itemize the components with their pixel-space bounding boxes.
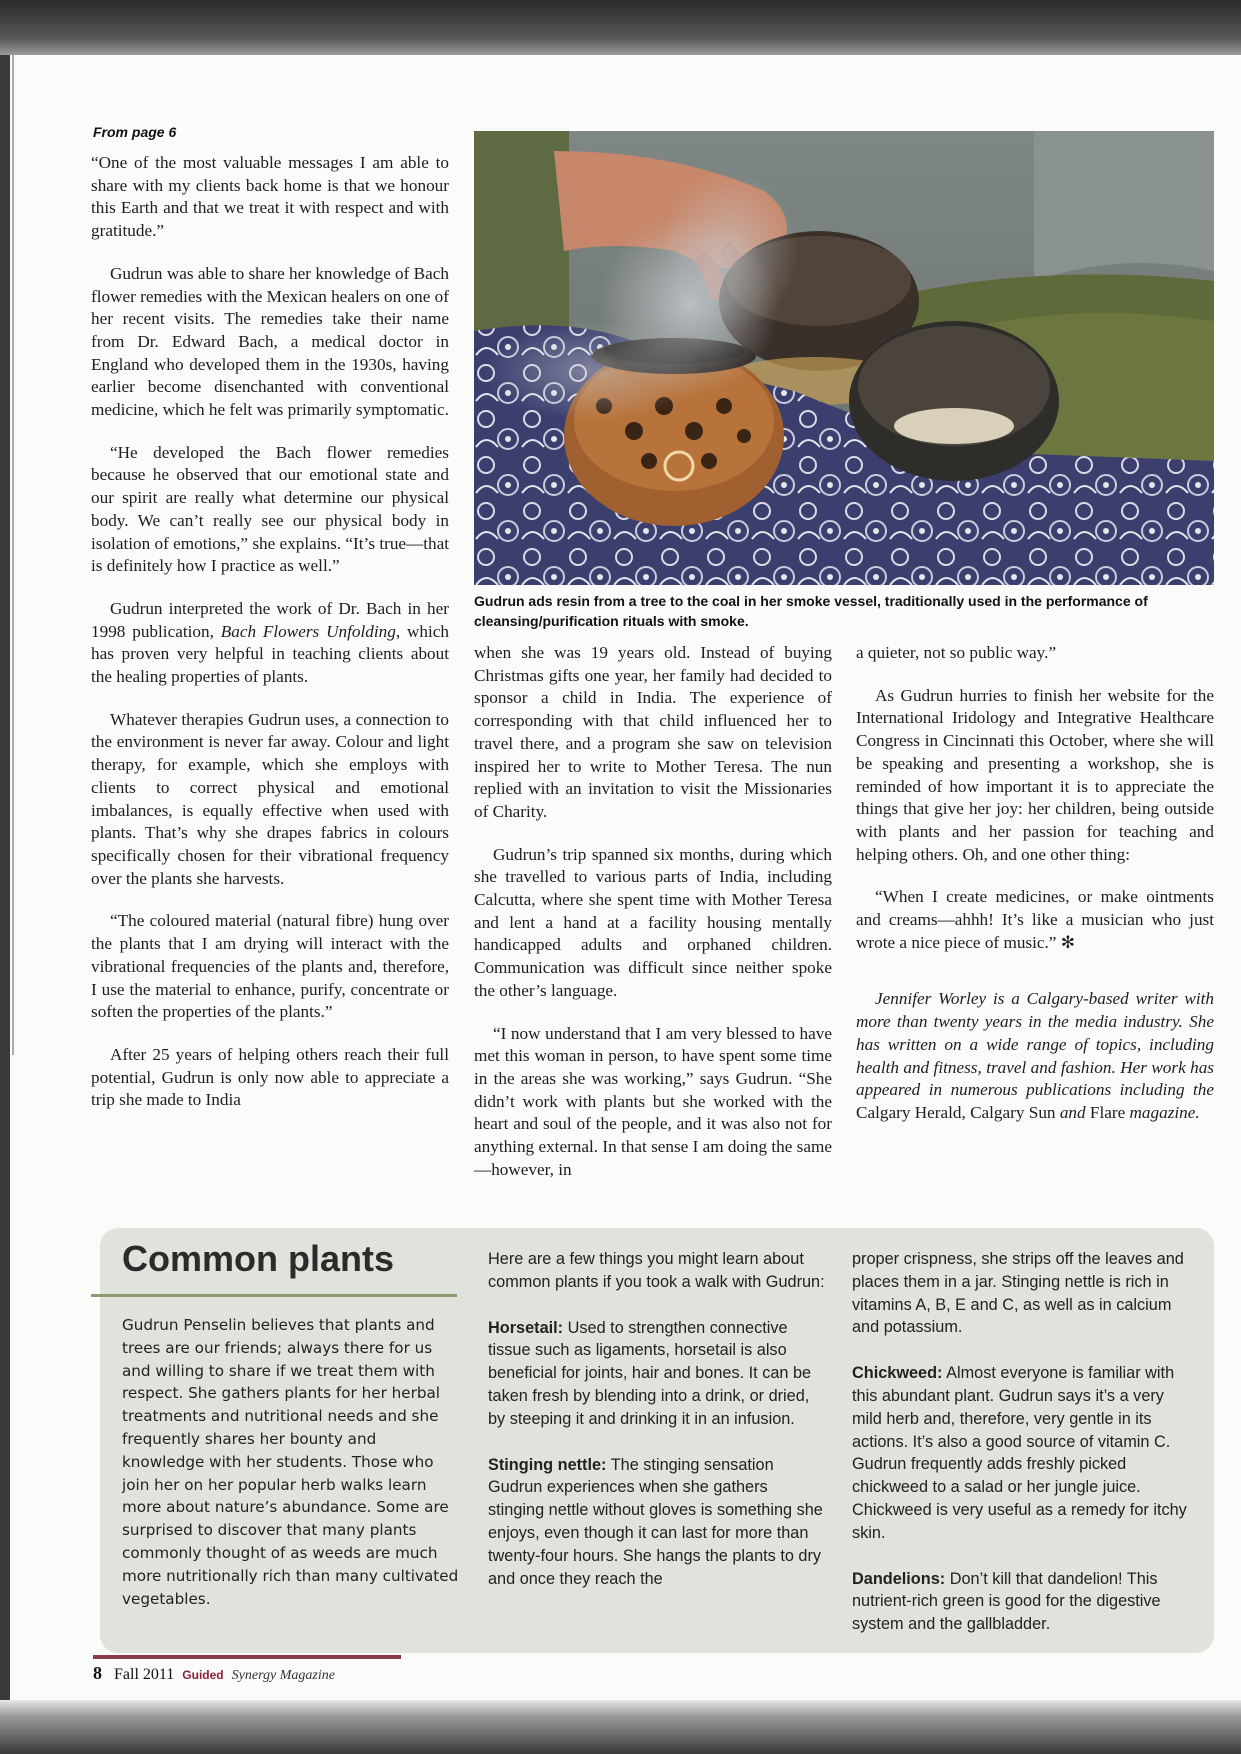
- paragraph: After 25 years of helping others reach their full potential, Gudrun is only now able to appreciate a trip she made to India: [91, 1044, 449, 1110]
- text-run: Gudrun interpreted the work of Dr. Bach in her 1998 publication,: [91, 598, 449, 641]
- plant-description: Don’t kill that dandelion! This nutrient-rich green is good for the digestive system and the gallbladder.: [852, 1569, 1161, 1634]
- paragraph: Gudrun was able to share her knowledge of Bach flower remedies with the Mexican healers on one of her recent visits. The remedies take their name from Dr. Edward Bach, a medical doctor in England who developed them in the 1930s, having earlier become disenchanted with conventional medicine, which he felt was primarily symptomatic.: [91, 263, 449, 420]
- paragraph: “He developed the Bach flower remedies because he observed that our emotional state and our spirit are really what determine our physical body. We can’t really see our physical body in isolation of emotions,” she explains. “It’s true—that is definitely how I practice as well.”: [91, 442, 449, 576]
- paragraph: “One of the most valuable messages I am able to share with my clients back home is that we honour this Earth and that we treat it with respect and with gratitude.”: [91, 153, 449, 241]
- scan-bottom-edge: [0, 1700, 1241, 1754]
- sidebar-column-3: [852, 1248, 1197, 1659]
- article-photo: [474, 131, 1214, 585]
- sidebar-intro: Gudrun Penselin believes that plants and trees are our friends; always there for us and willing to share if we treat them with respect. She gathers plants for her herbal treatments and nutritional needs and she frequently shares her bounty and knowledge with her students. Those who join her on her popular herb walks learn more about nature’s abundance. Some are surprised to discover that many plants commonly thought of as weeds are much more nutritionally rich than many cultivated vegetables.: [122, 1316, 459, 1608]
- article-column-3: [856, 642, 1214, 1145]
- plant-name: Stinging nettle:: [488, 1455, 607, 1474]
- photo-caption: Gudrun ads resin from a tree to the coal in her smoke vessel, traditionally used in the performance of cleansing/purification rituals with smoke.: [474, 593, 1148, 629]
- page-footer: [93, 1663, 335, 1684]
- publication-name: Calgary Sun: [970, 1102, 1056, 1122]
- paragraph: As Gudrun hurries to finish her website for the International Iridology and Integrative Healthcare Congress in Cincinnati this October, where she will be speaking and presenting a workshop, she is reminded of how important it is to appreciate the things that give her joy: her children, being outside with plants and her passion for teaching and helping others. Oh, and one other thing:: [856, 685, 1214, 864]
- issue-date: Fall 2011: [114, 1666, 175, 1683]
- plant-entry-stinging-nettle: [488, 1454, 828, 1591]
- scan-top-edge: [0, 0, 1241, 55]
- paragraph: [91, 598, 449, 689]
- article-column-2: [474, 642, 832, 1201]
- paragraph: a quieter, not so public way.”: [856, 643, 1057, 662]
- plant-entry-chickweed: [852, 1362, 1197, 1544]
- paragraph: “The coloured material (natural fibre) hung over the plants that I am drying will interact with the vibrational frequencies of the plants and, therefore, I use the material to enhance, purify, concentrate or soften the properties of the plants.”: [91, 911, 449, 1022]
- plant-name: Chickweed:: [852, 1364, 943, 1383]
- text-run: ,: [961, 1102, 971, 1122]
- magazine-name: Synergy Magazine: [231, 1668, 335, 1683]
- page-number: 8: [93, 1663, 102, 1683]
- sidebar-lead: Here are a few things you might learn about common plants if you took a walk with Gudrun:: [488, 1250, 825, 1291]
- text-run: , which has proven very helpful in teaching clients about the healing properties of plants.: [91, 621, 449, 687]
- binding-edge: [12, 55, 14, 1055]
- publication-name: Flare: [1089, 1102, 1126, 1122]
- paragraph: when she was 19 years old. Instead of buying Christmas gifts one year, her family had decided to sponsor a child in India. The experience of corresponding with that child influenced her to travel there, and a program she saw on television inspired her to write to Mother Teresa. The nun replied with an invitation to visit the Missionaries of Charity.: [474, 643, 832, 821]
- sidebar-title-rule: [91, 1294, 457, 1297]
- article-column-1: [91, 152, 449, 1132]
- text-run: magazine.: [1125, 1102, 1200, 1122]
- smoke-vessel-photo: [474, 131, 1214, 585]
- text-run: and: [1055, 1102, 1090, 1122]
- plant-entry-dandelions: [852, 1568, 1197, 1636]
- plant-description: Used to strengthen connective tissue such as ligaments, horsetail is also beneficial for joints, hair and bones. It can be taken fresh by blending into a drink, or dried, by steeping it and drinking it in an infusion.: [488, 1318, 812, 1428]
- plant-name: Horsetail:: [488, 1318, 564, 1337]
- plant-entry-horsetail: [488, 1317, 828, 1431]
- author-bio: [856, 988, 1214, 1124]
- footer-rule: [93, 1655, 401, 1659]
- text-run: Jennifer Worley is a Calgary-based writer with more than twenty years in the media industry. She has written on a wide range of topics, including health and fitness, travel and fashion. Her work has appeared in numerous publications including the: [856, 989, 1214, 1100]
- plant-name: Dandelions:: [852, 1569, 946, 1588]
- plant-entry-stinging-nettle-continued: proper crispness, she strips off the leaves and places them in a jar. Stinging nettle is rich in vitamins A, B, E and C, as well as in calcium and potassium.: [852, 1250, 1184, 1337]
- magazine-brand: Guided: [182, 1668, 224, 1682]
- paragraph: “When I create medicines, or make ointments and creams—ahhh! It’s like a musician who just wrote a nice piece of music.” ✻: [856, 887, 1214, 952]
- sidebar-title: Common plants: [122, 1238, 395, 1279]
- plant-description: Almost everyone is familiar with this abundant plant. Gudrun says it’s a very mild herb and, therefore, very gentle in its actions. It’s also a good source of vitamin C. Gudrun frequently adds freshly picked chickweed to a salad or her jungle juice. Chickweed is very useful as a remedy for itchy skin.: [852, 1364, 1187, 1542]
- sidebar-column-2: [488, 1248, 828, 1613]
- plant-description: The stinging sensation Gudrun experiences when she gathers stinging nettle without gloves is something she enjoys, even though it can last for more than twenty-four hours. She hangs the plants to dry and once they reach the: [488, 1455, 823, 1588]
- paragraph: Whatever therapies Gudrun uses, a connection to the environment is never far away. Colour and light therapy, for example, which she employs with clients to correct physical and emotional imbalances, is equally effective when used with plants. That’s why she drapes fabrics in colours specifically chosen for their vibrational frequency over the plants she harvests.: [91, 709, 449, 888]
- paragraph: “I now understand that I am very blessed to have met this woman in person, to have spent some time in the areas she was working,” says Gudrun. “She didn’t work with plants but she worked with the heart and soul of the people, and it was also not for anything external. In that sense I am doing the same—however, in: [474, 1023, 832, 1179]
- book-title: Bach Flowers Unfolding: [220, 621, 396, 641]
- continued-from-label: From page 6: [93, 124, 177, 140]
- publication-name: Calgary Herald: [856, 1102, 962, 1122]
- paragraph: Gudrun’s trip spanned six months, during which she travelled to various parts of India, including Calcutta, where she spent time with Mother Teresa and lent a hand at a facility housing mentally handicapped adults and orphaned children. Communication was difficult since neither spoke the other’s language.: [474, 844, 832, 1000]
